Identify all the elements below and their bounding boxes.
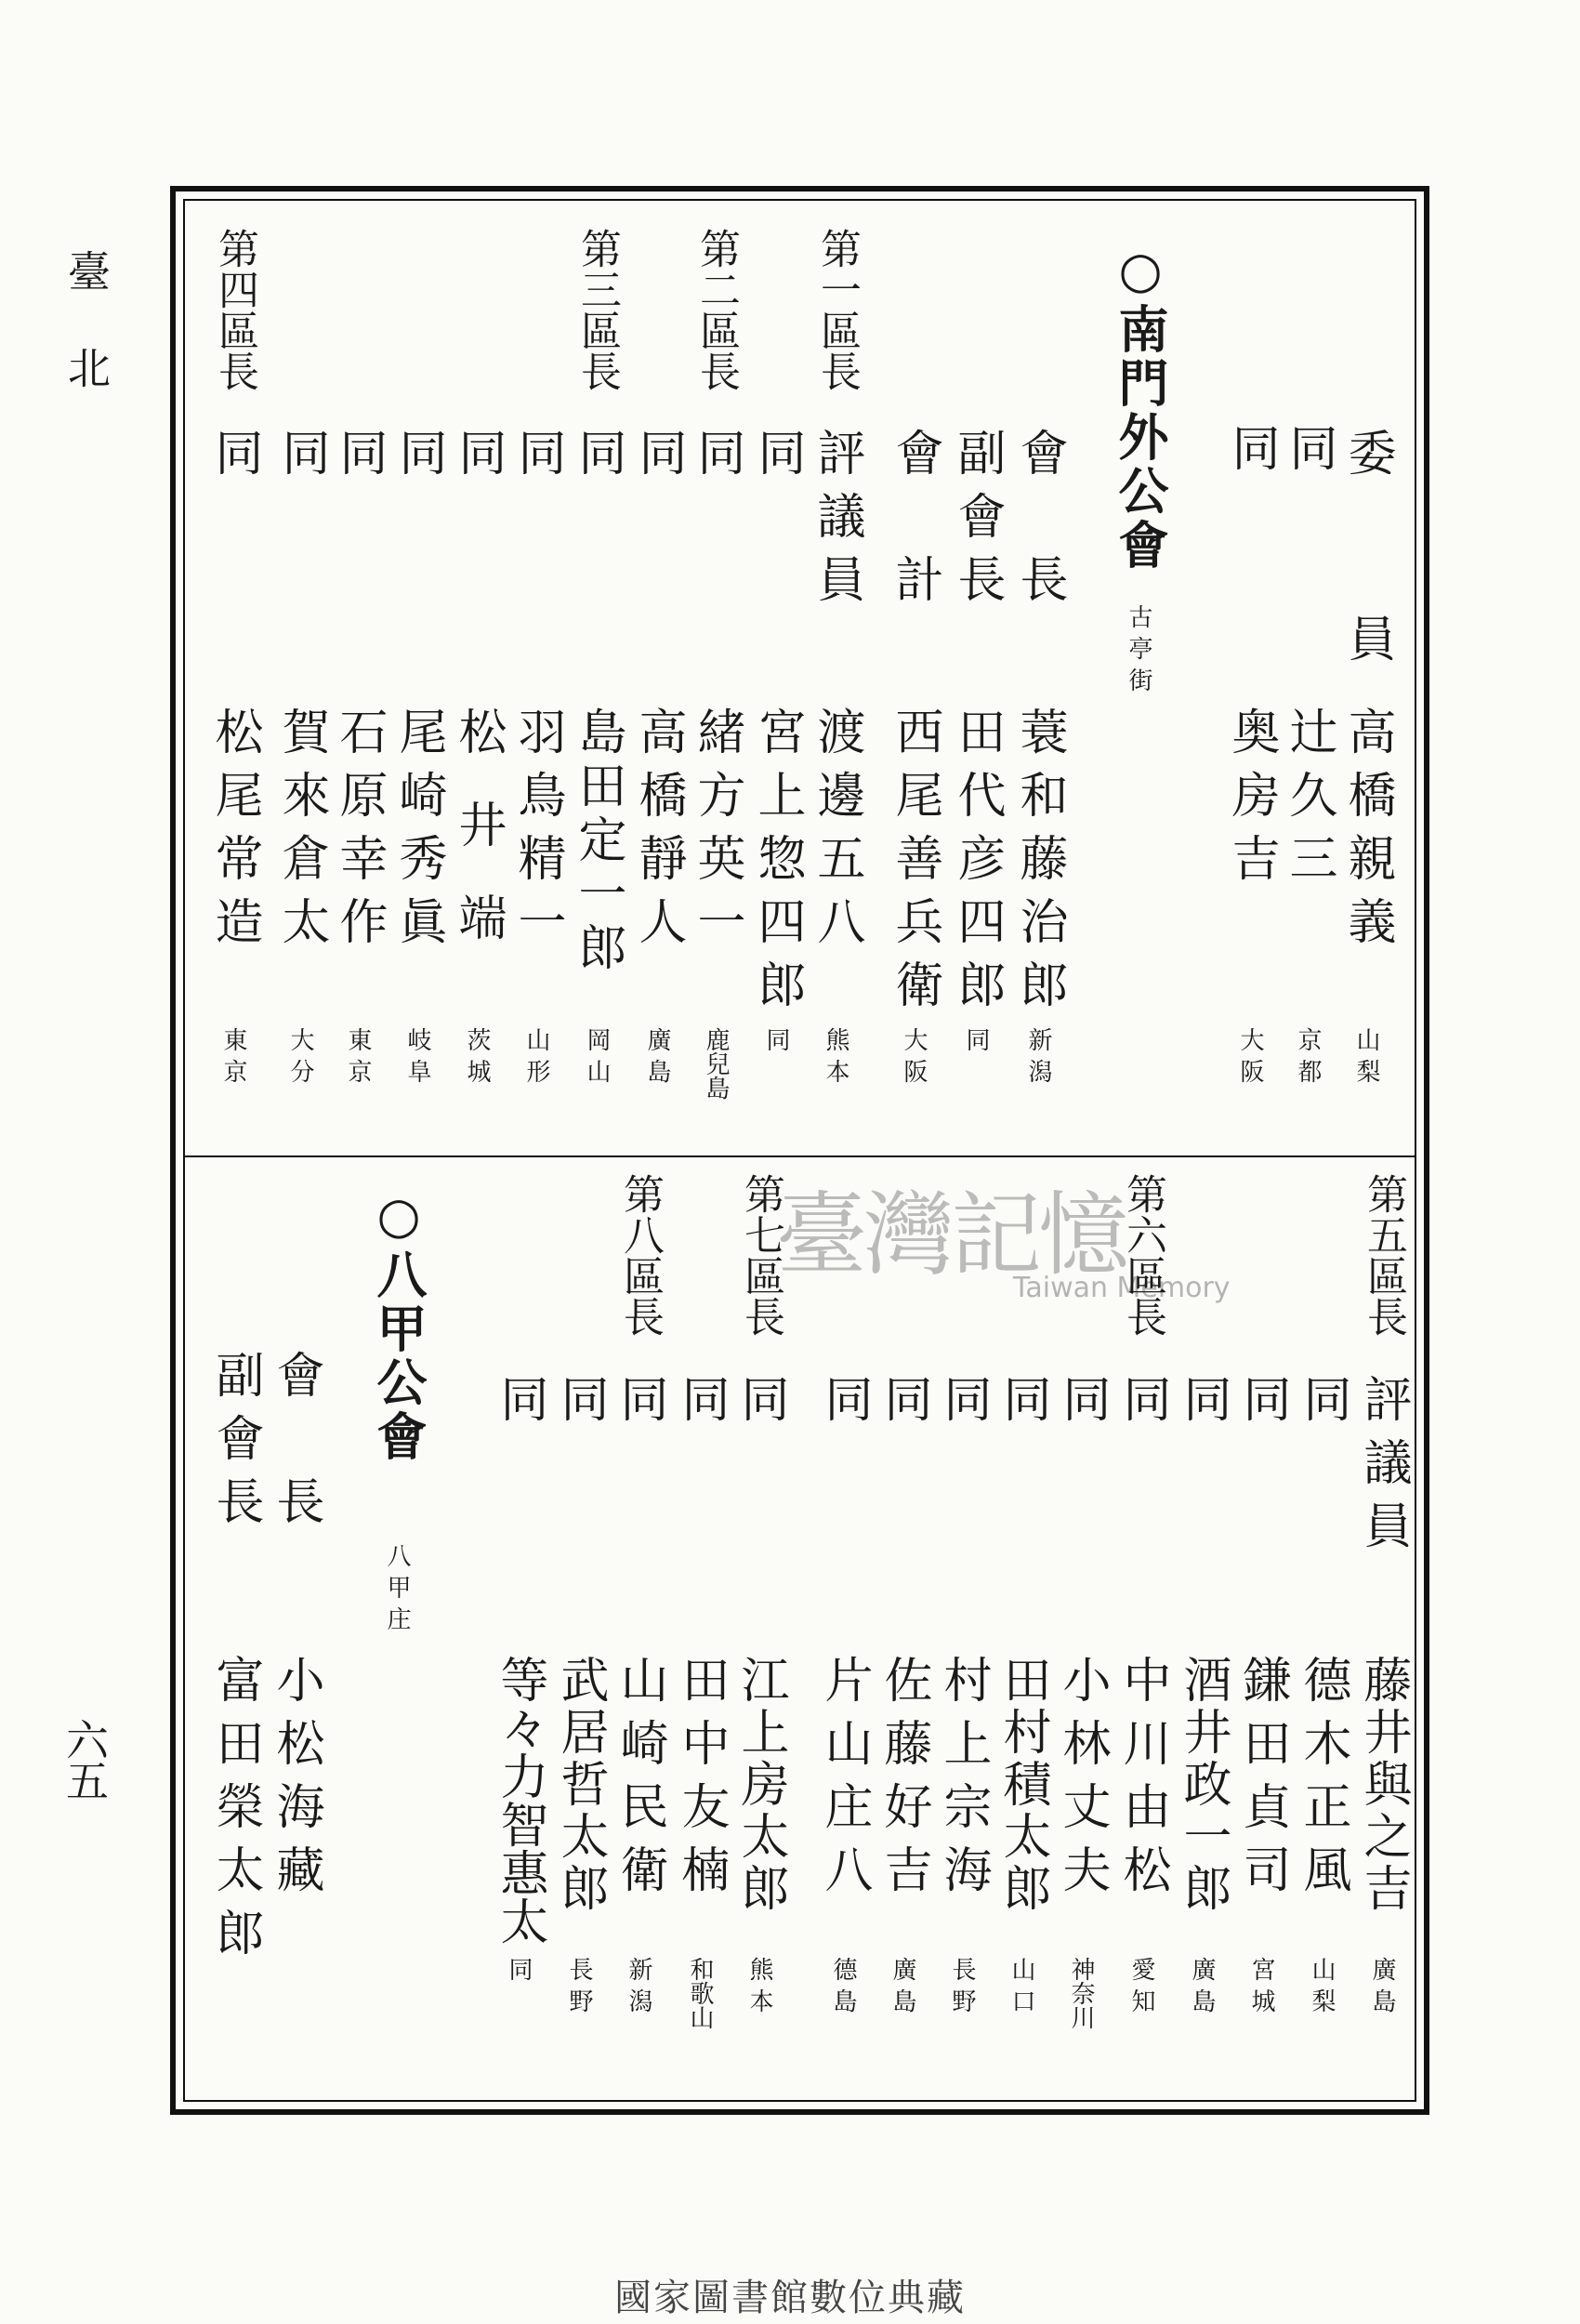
councillor-role: 同 (612, 1374, 667, 1437)
margin-title-bottom: 北 (61, 346, 112, 389)
councillor-name: 石原幸作 (331, 706, 387, 959)
councillor-name: 武居哲太郎 (552, 1655, 608, 1915)
entry-role: 同 (1281, 423, 1336, 486)
councillor-origin: 岡山 (583, 1027, 611, 1090)
district-label: 第六區長 (1119, 1173, 1166, 1337)
councillor-origin: 東京 (344, 1027, 372, 1090)
councillor-name: 高橋靜人 (630, 706, 686, 959)
margin-title-top: 臺 (61, 249, 112, 292)
section-heading-nanmenwai: ○南門外公會 (1111, 240, 1170, 573)
councillor-role: 同 (552, 1374, 608, 1437)
officer-name: 西尾善兵衛 (887, 706, 942, 1023)
officer-origin: 大阪 (900, 1027, 928, 1090)
officer-origin: 同 (962, 1027, 990, 1059)
councillor-role: 同 (450, 428, 506, 491)
councillor-name: 賀來倉太 (273, 706, 329, 959)
councillor-name: 渡邊五八 (809, 706, 864, 959)
councillor-role: 同 (876, 1374, 931, 1437)
district-label: 第八區長 (616, 1173, 664, 1337)
councillor-name: 鎌田貞司 (1234, 1655, 1290, 1908)
councillor-role: 評議員 (1355, 1374, 1411, 1564)
councillor-origin: 東京 (219, 1027, 247, 1090)
officer-role: 會 計 (887, 428, 942, 617)
councillor-name: 江上房太郎 (732, 1655, 788, 1915)
officer-name: 小松海藏 (268, 1655, 323, 1908)
councillor-origin: 廣島 (1188, 1957, 1216, 2020)
councillor-origin: 茨城 (463, 1027, 491, 1090)
district-label: 第一區長 (813, 228, 861, 391)
entry-name: 奥房吉 (1223, 706, 1279, 896)
councillor-role: 同 (689, 428, 744, 491)
councillor-name: 德木正風 (1295, 1655, 1350, 1908)
councillor-origin: 廣島 (889, 1957, 916, 2020)
councillor-role: 同 (492, 1374, 547, 1437)
page-number: 六五 (59, 1718, 110, 1800)
watermark-english: Taiwan Memory (1013, 1272, 1231, 1304)
councillor-origin: 山形 (522, 1027, 550, 1090)
councillor-origin: 山口 (1007, 1957, 1035, 2020)
watermark-logo-text: 臺灣記憶 (776, 1182, 1126, 1288)
district-label: 第四區長 (211, 228, 258, 391)
councillor-origin: 宮城 (1247, 1957, 1275, 2020)
entry-origin: 大阪 (1236, 1027, 1264, 1090)
councillor-role: 評議員 (809, 428, 864, 617)
councillor-name: 等々力智惠太 (492, 1655, 547, 1945)
councillor-name: 松井端 (450, 706, 506, 985)
councillor-name: 藤井與之吉 (1355, 1655, 1411, 1915)
councillor-role: 同 (749, 428, 805, 491)
councillor-role: 同 (1114, 1374, 1170, 1437)
entry-role: 同 (1223, 423, 1279, 486)
councillor-role: 同 (1234, 1374, 1290, 1437)
councillor-origin: 愛知 (1127, 1957, 1155, 2020)
councillor-role: 同 (1175, 1374, 1231, 1437)
officer-origin: 新潟 (1024, 1027, 1052, 1090)
officer-name: 富田榮太郎 (207, 1655, 263, 1971)
councillor-name: 中川由松 (1114, 1655, 1170, 1908)
councillor-origin: 神奈川 (1067, 1957, 1095, 2029)
entry-role: 員 (1339, 614, 1395, 677)
councillor-name: 田中友楠 (673, 1655, 729, 1908)
councillor-name: 島田定一郎 (570, 706, 625, 976)
councillor-origin: 和歌山 (686, 1957, 714, 2029)
councillor-origin: 岐阜 (403, 1027, 431, 1090)
councillor-name: 尾崎秀眞 (390, 706, 446, 959)
officer-name: 田代彦四郎 (949, 706, 1005, 1023)
councillor-name: 佐藤好吉 (876, 1655, 931, 1908)
district-label: 第七區長 (737, 1173, 784, 1337)
section-divider (183, 1155, 1416, 1157)
councillor-name: 宮上惣四郎 (749, 706, 805, 1023)
councillor-role: 同 (673, 1374, 729, 1437)
councillor-name: 小林丈夫 (1054, 1655, 1110, 1908)
councillor-origin: 新潟 (625, 1957, 652, 2020)
councillor-role: 同 (570, 428, 625, 491)
councillor-role: 同 (206, 428, 262, 491)
councillor-role: 同 (935, 1374, 991, 1437)
officer-name: 蓑和藤治郎 (1011, 706, 1067, 1023)
officer-role: 會 長 (268, 1350, 323, 1539)
councillor-origin: 德島 (829, 1957, 857, 2020)
councillor-role: 同 (1054, 1374, 1110, 1437)
entry-name: 高橋親義 (1339, 706, 1395, 959)
district-label: 第五區長 (1360, 1173, 1407, 1337)
councillor-role: 同 (390, 428, 446, 491)
district-label: 第二區長 (692, 228, 740, 391)
councillor-origin: 廣島 (643, 1027, 671, 1090)
councillor-role: 同 (630, 428, 686, 491)
councillor-role: 同 (273, 428, 329, 491)
officer-role: 副會長 (207, 1350, 263, 1539)
councillor-name: 松尾常造 (206, 706, 262, 959)
councillor-name: 片山庄八 (816, 1655, 872, 1908)
councillor-role: 同 (509, 428, 565, 491)
councillor-name: 山崎民衛 (612, 1655, 667, 1908)
officer-role: 會 長 (1011, 428, 1067, 617)
councillor-origin: 同 (762, 1027, 790, 1059)
councillor-role: 同 (331, 428, 387, 491)
watermark (776, 1162, 1269, 1311)
section-location-bajia: 八甲庄 (383, 1543, 411, 1638)
councillor-origin: 熊本 (745, 1957, 773, 2020)
councillor-origin: 大分 (286, 1027, 314, 1090)
councillor-role: 同 (816, 1374, 872, 1437)
entry-name: 辻久三 (1281, 706, 1336, 896)
councillor-name: 田村積太郎 (994, 1655, 1050, 1915)
councillor-origin: 廣島 (1368, 1957, 1396, 2020)
entry-origin: 京都 (1294, 1027, 1322, 1090)
councillor-origin: 熊本 (822, 1027, 849, 1090)
councillor-origin: 長野 (565, 1957, 593, 2020)
officer-role: 副會長 (949, 428, 1005, 617)
councillor-origin: 同 (505, 1957, 533, 1988)
councillor-origin: 長野 (948, 1957, 976, 2020)
councillor-name: 羽鳥精一 (509, 706, 565, 959)
councillor-name: 緒方英一 (689, 706, 744, 959)
councillor-name: 酒井政一郎 (1175, 1655, 1231, 1915)
councillor-origin: 鹿兒島 (702, 1027, 730, 1100)
footer-credit: 國家圖書館數位典藏 (614, 2277, 966, 2319)
councillor-role: 同 (732, 1374, 788, 1437)
councillor-origin: 山梨 (1308, 1957, 1336, 2020)
section-location-nanmenwai: 古亭街 (1125, 604, 1152, 699)
councillor-role: 同 (994, 1374, 1050, 1437)
councillor-name: 村上宗海 (935, 1655, 991, 1908)
section-heading-bajia: ○八甲公會 (369, 1185, 428, 1464)
entry-origin: 山梨 (1352, 1027, 1380, 1090)
upper-continued-role-label: 委 (1339, 428, 1395, 491)
district-label: 第三區長 (573, 228, 621, 391)
councillor-role: 同 (1295, 1374, 1350, 1437)
